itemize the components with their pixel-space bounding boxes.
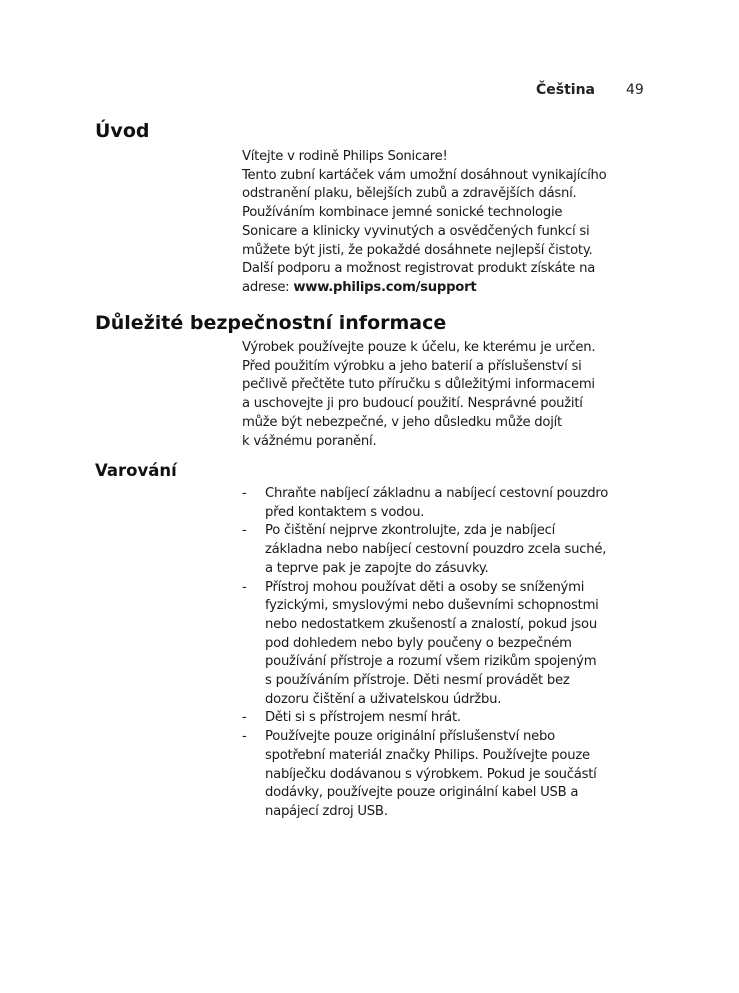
text-line: můžete být jisti, že pokaždé dosáhnete nejlepší čistoty. [242,242,593,258]
text-line: Chraňte nabíjecí základnu a nabíjecí cestovní pouzdro [265,486,609,501]
list-item [242,579,662,710]
text-line: dodávky, používejte pouze originální kabel USB a [265,785,579,801]
text-line: Používáním kombinace jemné sonické technologie [242,205,563,221]
text-line: napájecí zdroj USB. [265,803,388,819]
intro-paragraph [242,148,662,298]
warning-heading: Varování [95,461,177,480]
text-line: Výrobek používejte pouze k účelu, ke kterému je určen. [242,340,596,355]
text-line: nabíječku dodávanou s výrobkem. Pokud je součástí [265,766,597,782]
intro-heading: Úvod [95,120,150,142]
list-item [242,522,662,578]
text-line: Děti si s přístrojem nesmí hrát. [265,710,461,726]
bullet-dash: - [242,729,247,745]
text-line: před kontaktem s vodou. [265,504,425,520]
text-line: Další podporu a možnost registrovat produkt získáte na [242,261,596,277]
text-line: Přístroj mohou používat děti a osoby se sníženými [265,579,585,595]
list-item [242,709,662,728]
text-line: fyzickými, smyslovými nebo duševními schopnostmi [265,598,599,614]
text-line: základna nebo nabíjecí cestovní pouzdro zcela suché, [265,542,607,558]
bullet-dash: - [242,710,247,726]
address-label: adrese: [242,279,294,295]
support-link[interactable]: www.philips.com/support [293,279,477,295]
text-line [242,279,662,298]
safety-heading: Důležité bezpečnostní informace [95,312,447,334]
bullet-dash: - [242,486,247,501]
list-item [242,728,662,822]
bullet-dash: - [242,579,247,595]
text-line: Používejte pouze originální příslušenství nebo [265,729,555,745]
text-line: a uschovejte ji pro budoucí použití. Nesprávné použití [242,396,583,412]
text-line: spotřební materiál značky Philips. Používejte pouze [265,747,590,763]
text-line: Po čištění nejprve zkontrolujte, zda je nabíjecí [265,523,556,539]
text-line: odstranění plaku, bělejších zubů a zdravějších dásní. [242,186,577,202]
text-line: Tento zubní kartáček vám umožní dosáhnout vynikajícího [242,167,607,183]
text-line: nebo nedostatkem zkušeností a znalostí, pokud jsou [265,616,597,632]
text-line: Před použitím výrobku a jeho baterií a příslušenství si [242,358,582,374]
text-line: dozoru čištění a uživatelskou údržbu. [265,691,502,707]
text-line: s používáním přístroje. Děti nesmí provádět bez [265,673,570,689]
text-line: Vítejte v rodině Philips Sonicare! [242,149,448,164]
warning-list [242,485,662,822]
text-line: pod dohledem nebo byly poučeny o bezpečném [265,635,572,651]
page-number: 49 [626,82,644,98]
header-language: Čeština [536,82,596,98]
text-line: Sonicare a klinicky vyvinutých a osvědčených funkcí si [242,223,590,239]
text-line: pečlivě přečtěte tuto příručku s důležitými informacemi [242,377,595,393]
text-line: používání přístroje a rozumí všem rizikům spojeným [265,654,597,670]
safety-paragraph [242,339,662,451]
text-line: k vážnému poranění. [242,433,377,449]
text-line: může být nebezpečné, v jeho důsledku může dojít [242,414,562,430]
bullet-dash: - [242,523,247,539]
list-item [242,485,662,522]
text-line: a teprve pak je zapojte do zásuvky. [265,560,489,576]
